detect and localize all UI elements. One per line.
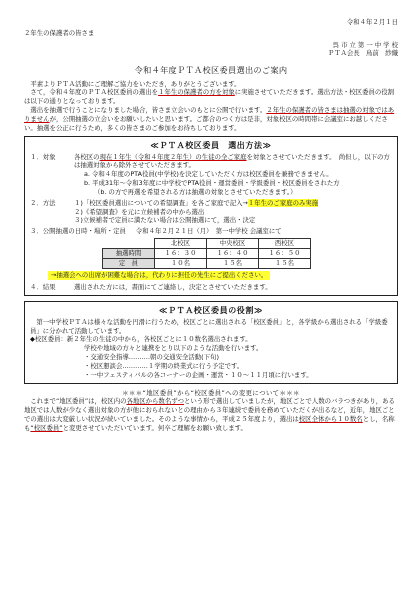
intro-p2-text: さて，令和４年度のＰＴＡ校区委員の選出を [30, 88, 159, 97]
section-method-body [74, 199, 392, 225]
sender-person: ＰＴＡ会長 鳥前 紗織 [327, 49, 398, 58]
exclusion-b-note: （b. の方で再選を希望される方は抽選の対象とさせていただきます。） [94, 187, 297, 196]
target-text-end: を対象とさせていただきます。 尚但し，以下の方は抽選対象から除外させていただきます。 [74, 152, 390, 170]
change-notice-title: ＊＊＊“地区委員”から“校区委員”への変更について＊＊＊ [122, 388, 300, 397]
change-notice-text-3: とし，名称も [24, 415, 395, 432]
role-paragraph-2b: 学校や地域の方々と連携をとり以下のような活動を行います。 [84, 344, 263, 353]
table-cell: １６：３０ [155, 249, 207, 259]
method-step-1-highlight: １年生のご家庭のみ実施 [247, 198, 319, 207]
list-item: ・一中フェスティバルの各コーナーの企画・運営・１０～１１月頃に行います。 [84, 370, 313, 379]
letter-date: 令和４年２月１日 [346, 18, 398, 26]
table-row-time-label: 抽選時間 [103, 249, 155, 259]
intro-p2-text-end: に実施させていただきます。選出方法・校区委員の役割は以下の通りとなっております。 [24, 88, 395, 106]
section-lottery [30, 227, 392, 236]
table-row [103, 259, 311, 269]
method-step-1-text: １)「校区委員選出についての希望調査」を各ご家庭で記入→ [74, 198, 248, 207]
table-cell: １０名 [155, 259, 207, 269]
role-paragraph-2: ◆校区委員：新２年生の生徒の中から，各校区ごとに１０数名選出されます。 [30, 335, 252, 344]
change-notice-underlined-3: “校区委員” [30, 423, 63, 432]
intro-p3-underlined: ２年生の保護者の皆さまは抽選の対象ではありません [24, 106, 395, 123]
table-row [103, 249, 311, 259]
section-method-label: ２．方法 [30, 198, 56, 207]
method-step-3: ３)立候補者で定員に満たない場合は公開抽選にて，選出・決定 [74, 216, 256, 225]
table-cell: １６：４０ [207, 249, 259, 259]
change-notice-text-4: と変更させていただいています。何卒ご理解をお願い致します。 [62, 423, 247, 432]
table-col-north: 北校区 [155, 239, 207, 249]
section-result [30, 283, 392, 292]
target-text: 各校区の [74, 152, 100, 161]
section-target-body [74, 153, 392, 171]
exclusion-a: a. 令和４年度のPTA役員(中学校)を決定していただく方は校区委員を兼務できません。 [84, 170, 333, 179]
section-target [30, 153, 392, 171]
section-result-label: ４．結果 [30, 282, 56, 291]
document-title: 令和４年度ＰＴＡ校区委員選出のご案内 [134, 65, 288, 76]
change-notice-paragraph [24, 397, 398, 432]
table-cell: １５名 [207, 259, 259, 269]
role-paragraph-1: 第一中学校ＰＴＡは様々な活動を円滑に行うため，校区ごとに選出される「校区委員」と，各学級から選出される「学級委員」に分かれて活動しています。 [30, 317, 388, 335]
role-title: ≪ＰＴＡ校区委員の役割≫ [159, 305, 263, 315]
table-row-quota-label: 定 員 [103, 259, 155, 269]
section-method [30, 199, 392, 225]
table-corner [103, 239, 155, 249]
table-col-central: 中央校区 [207, 239, 259, 249]
intro-p2-underlined: １年生の保護者の方を対象 [158, 88, 235, 97]
selection-method-box [24, 136, 398, 296]
sender-school: 呉 市 立 第 一 中 学 校 [332, 40, 398, 49]
change-notice-text: これまで“地区委員”は，校区内の [30, 397, 127, 406]
list-item: ・交通安全指導‥‥‥‥‥朝の交通安全活動(下旬) [84, 353, 219, 362]
intro-paragraph-1: 平素よりＰＴＡ活動にご理解ご協力をいただき，ありがとうございます。 [30, 79, 241, 88]
table-col-west: 西校区 [259, 239, 311, 249]
change-notice-underlined-1: 各地区から数名ずつ [126, 397, 184, 406]
change-notice-text-2: という形で選出していましたが，地区ごとで人数のバラつきがあり，ある地区では人数が少なく選出対象の方が他におられないとの理由から３年連続で委員を務めていただくが出るなど，近年，地区ごとでの選出は大変厳しい状況が続いていました。そのような事情から，平成２５年度より，選出は [24, 397, 395, 424]
section-lottery-label: ３．公開抽選の日時・場所・定員 [30, 227, 126, 236]
intro-p3-text: 選出を抽選で行うことになりました場合，皆さま立会いのもとに公開で行います。 [30, 106, 267, 115]
table-cell: １５名 [259, 259, 311, 269]
letter-recipient: ２年生の保護者の皆さま [24, 28, 95, 37]
intro-paragraph-2 [24, 88, 398, 106]
lottery-schedule-table [102, 238, 311, 269]
change-notice-underlined-2: 校区全体から１０数名 [298, 415, 363, 424]
section-target-label: １．対象 [30, 152, 56, 161]
method-step-1 [74, 199, 392, 208]
method-step-2: ２)《希望調査》を元に立候補者の中から選出 [74, 207, 205, 216]
table-header-row [103, 239, 311, 249]
section-result-body: 選出された方には，書面にてご連絡し，決定とさせていただきます。 [74, 282, 272, 291]
section-lottery-text: 令和４年２月２１日（月） 第一中学校 会議室にて [135, 227, 282, 236]
list-item: ・校区懇談会‥‥‥‥‥‥１学期の終業式に行う予定です。 [84, 361, 244, 370]
role-box [24, 301, 398, 384]
exclusion-b: b. 平成31年～令和3年度に中学校でPTA役員・運営委員・学級委員・校区委員をされた方 [84, 179, 340, 188]
intro-paragraph-3 [24, 106, 398, 132]
intro-p3-text-end: が，公開抽選の立会いをお願いしたいと思います。ご都合のつく方は是非，対象校区の時間帯に会議室にお越しください。抽選を公正に行うため，多くの皆さまのご参加をお待ちしております。 [24, 114, 388, 132]
table-cell: １６：５０ [259, 249, 311, 259]
target-underlined: 現在１年生（令和４年度２年生）の生徒の全ご家庭 [99, 152, 247, 161]
selection-method-title: ≪ＰＴＡ校区委員 選出方法≫ [150, 140, 272, 150]
lottery-absence-note: →抽選会への出席が困難な場合は，代わりに担任の先生にご提出ください。 [48, 271, 270, 280]
